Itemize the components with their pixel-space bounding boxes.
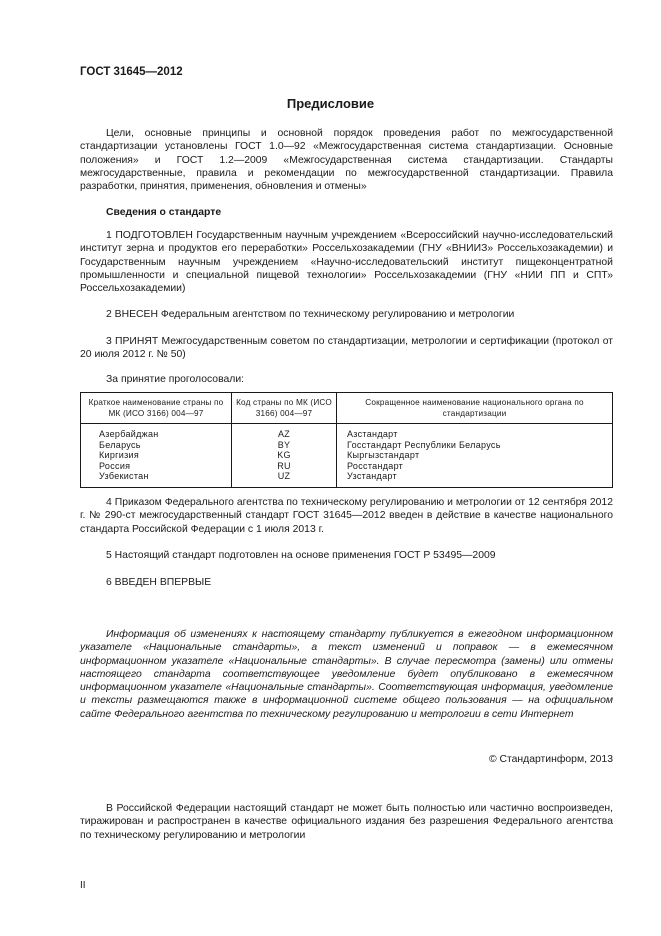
- table-cell-country: Беларусь: [81, 440, 232, 451]
- info-heading: Сведения о стандарте: [106, 207, 222, 218]
- item-5-paragraph: 5 Настоящий стандарт подготовлен на основе применения ГОСТ Р 53495—2009: [106, 550, 496, 561]
- table-header-country: Краткое наименование страны по МК (ИСО 3166) 004—97: [81, 393, 232, 424]
- table-cell-country: Россия: [81, 461, 232, 472]
- table-cell-body: Росстандарт: [337, 461, 613, 472]
- table-cell-country: Киргизия: [81, 450, 232, 461]
- table-row: [81, 461, 613, 472]
- table-cell-country: Азербайджан: [81, 424, 232, 440]
- voting-table: [80, 392, 613, 488]
- item-1-paragraph: 1 ПОДГОТОВЛЕН Государственным научным учреждением «Всероссийский научно-исследовательский институт зерна и продуктов его переработки» Россельхозакадемии (ГНУ «ВНИИЗ» Россельхозакадемии) и Государственным научным учреждением «Научно-исследовательский институт пищеконцентратной промышленности и специальной пищевой технологии» Россельхозакадемии (ГНУ «НИИ ПП и СПТ» Россельхозакадемии): [80, 230, 613, 295]
- item-4-paragraph: 4 Приказом Федерального агентства по техническому регулированию и метрологии от 12 сентября 2012 г. № 290-ст межгосударственный стандарт ГОСТ 31645—2012 введен в действие в качестве национального стандарта Российской Федерации с 1 июля 2013 г.: [80, 497, 613, 535]
- table-cell-body: Азстандарт: [337, 424, 613, 440]
- intro-paragraph: Цели, основные принципы и основной порядок проведения работ по межгосударственной стандартизации установлены ГОСТ 1.0—92 «Межгосударственная система стандартизации. Основные положения» и ГОСТ 1.2—2009 «Межгосударственная система стандартизации. Стандарты межгосударственные, правила и рекомендации по межгосударственной стандартизации. Правила разработки, принятия, применения, обновления и отмены»: [80, 128, 613, 193]
- table-row: [81, 440, 613, 451]
- table-header-body: Сокращенное наименование национального органа по стандартизации: [337, 393, 613, 424]
- table-cell-code: BY: [232, 440, 337, 451]
- changes-notice: Информация об изменениях к настоящему стандарту публикуется в ежегодном информационном указателе «Национальные стандарты», а текст изменений и поправок — в ежемесячном информационном указателе «Национальные стандарты». В случае пересмотра (замены) или отмены настоящего стандарта соответствующее уведомление будет опубликовано в ежемесячном информационном указателе «Национальные стандарты». Соответствующая информация, уведомление и тексты размещаются также в информационной системе общего пользования — на официальном сайте Федерального агентства по техническому регулированию и метрологии в сети Интернет: [80, 629, 613, 720]
- document-code-header: ГОСТ 31645—2012: [80, 66, 183, 78]
- table-header-code: Код страны по МК (ИСО 3166) 004—97: [232, 393, 337, 424]
- voted-label: За принятие проголосовали:: [106, 374, 245, 385]
- table-cell-code: KG: [232, 450, 337, 461]
- table-cell-code: RU: [232, 461, 337, 472]
- rights-notice: В Российской Федерации настоящий стандарт не может быть полностью или частично воспроизведен, тиражирован и распространен в качестве официального издания без разрешения Федерального агентства по техническому регулированию и метрологии: [80, 803, 613, 841]
- page-title: Предисловие: [286, 96, 375, 111]
- table-cell-body: Узстандарт: [337, 471, 613, 487]
- table-header-row: [81, 393, 613, 424]
- item-3-paragraph: 3 ПРИНЯТ Межгосударственным советом по стандартизации, метрологии и сертификации (протокол от 20 июля 2012 г. № 50): [80, 336, 613, 361]
- table-row: [81, 450, 613, 461]
- item-2-paragraph: 2 ВНЕСЕН Федеральным агентством по техническому регулированию и метрологии: [106, 309, 515, 320]
- table-cell-body: Госстандарт Республики Беларусь: [337, 440, 613, 451]
- table-row: [81, 424, 613, 440]
- table-cell-country: Узбекистан: [81, 471, 232, 487]
- table-cell-code: AZ: [232, 424, 337, 440]
- table-cell-body: Кыргызстандарт: [337, 450, 613, 461]
- table-row: [81, 471, 613, 487]
- page-number: II: [80, 880, 86, 891]
- copyright-line: © Стандартинформ, 2013: [488, 754, 613, 765]
- item-6-paragraph: 6 ВВЕДЕН ВПЕРВЫЕ: [106, 577, 212, 588]
- table-cell-code: UZ: [232, 471, 337, 487]
